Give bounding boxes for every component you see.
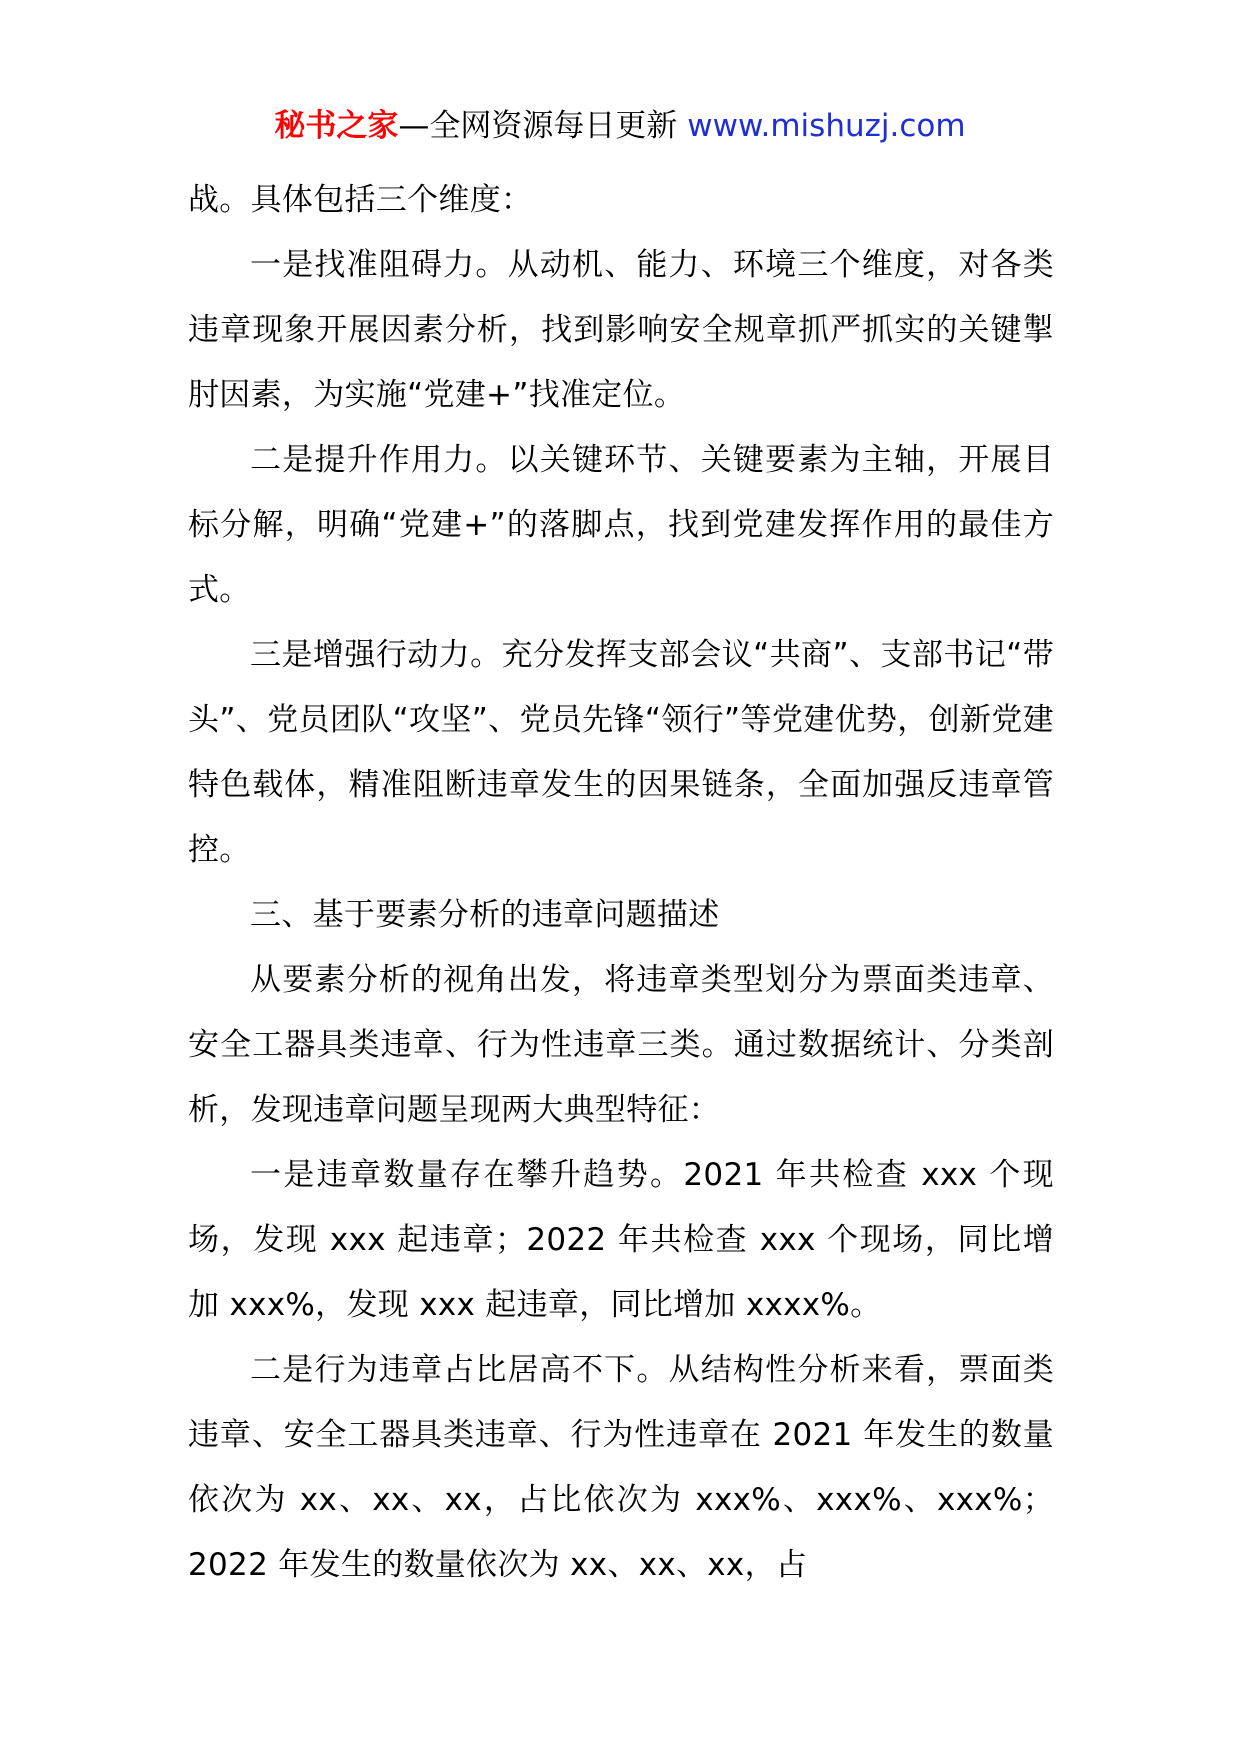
section-heading: 三、基于要素分析的违章问题描述 xyxy=(250,897,720,933)
paragraph: 一是找准阻碍力。从动机、能力、环境三个维度，对各类违章现象开展因素分析，找到影响安全规章抓严抓实的关键掣肘因素，为实施“党建+”找准定位。 xyxy=(188,247,1054,413)
header-tagline: —全网资源每日更新 xyxy=(398,108,688,144)
paragraph: 三是增强行动力。充分发挥支部会议“共商”、支部书记“带头”、党员团队“攻坚”、党员先锋“领行”等党建优势，创新党建特色载体，精准阻断违章发生的因果链条，全面加强反违章管控。 xyxy=(188,637,1054,868)
paragraph-continuation: 战。具体包括三个维度： xyxy=(188,182,533,218)
site-url-link[interactable]: www.mishuzj.com xyxy=(687,108,966,144)
paragraph: 一是违章数量存在攀升趋势。2021 年共检查 xxx 个现场，发现 xxx 起违章；2022 年共检查 xxx 个现场，同比增加 xxx%，发现 xxx 起违章，同比增加 xxxx%。 xyxy=(188,1157,1054,1323)
paragraph: 二是行为违章占比居高不下。从结构性分析来看，票面类违章、安全工器具类违章、行为性违章在 2021 年发生的数量依次为 xx、xx、xx，占比依次为 xxx%、xxx%、xxx%；2022 年发生的数量依次为 xx、xx、xx，占 xyxy=(188,1352,1054,1583)
brand-name: 秘书之家 xyxy=(274,108,399,144)
paragraph: 二是提升作用力。以关键环节、关键要素为主轴，开展目标分解，明确“党建+”的落脚点，找到党建发挥作用的最佳方式。 xyxy=(188,442,1054,608)
site-header xyxy=(0,104,1240,148)
document-body xyxy=(188,168,1054,1598)
paragraph: 从要素分析的视角出发，将违章类型划分为票面类违章、安全工器具类违章、行为性违章三类。通过数据统计、分类剖析，发现违章问题呈现两大典型特征： xyxy=(188,962,1054,1128)
